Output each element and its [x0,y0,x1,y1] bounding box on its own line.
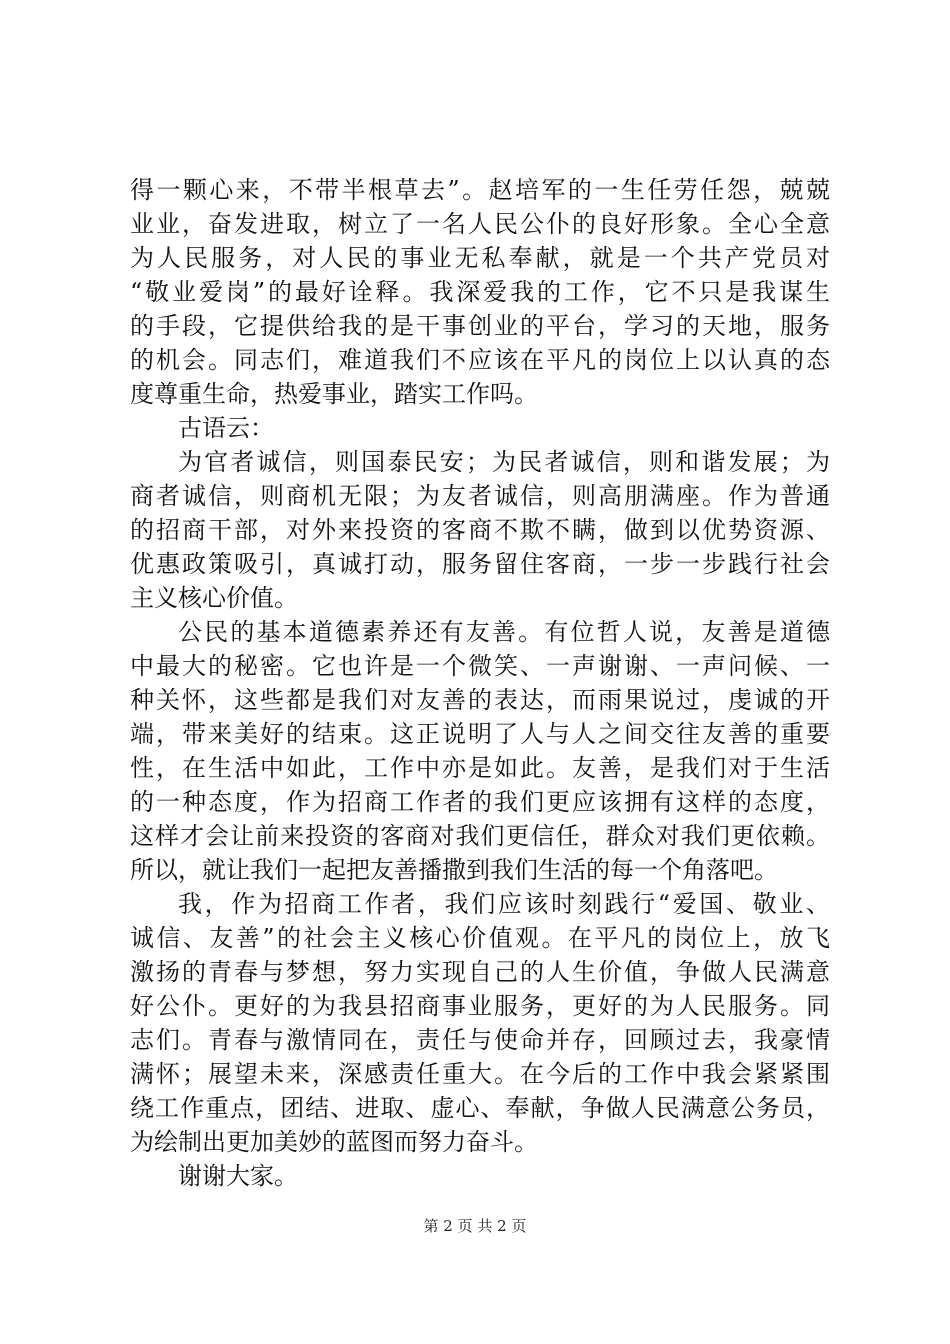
text-line: “敬业爱岗”的最好诠释。我深爱我的工作，它不只是我谋生 [130,278,830,306]
text-line: 商者诚信，则商机无限；为友者诚信，则高朋满座。作为普通 [130,482,830,510]
text-line: 为官者诚信，则国泰民安；为民者诚信，则和谐发展；为 [178,448,830,476]
text-line: 古语云： [178,414,274,442]
text-line: 我，作为招商工作者，我们应该时刻践行“爱国、敬业、 [178,890,830,918]
text-line: 中最大的秘密。它也许是一个微笑、一声谢谢、一声问候、一 [130,652,830,680]
page-footer: 第 2 页 共 2 页 [423,1217,527,1235]
text-line: 绕工作重点，团结、进取、虚心、奉献，争做人民满意公务员， [130,1094,830,1122]
text-line: 业业，奋发进取，树立了一名人民公仆的良好形象。全心全意 [130,210,830,238]
text-line: 志们。青春与激情同在，责任与使命并存，回顾过去，我豪情 [130,1026,830,1054]
text-line: 这样才会让前来投资的客商对我们更信任，群众对我们更依赖。 [130,822,830,850]
text-line: 度尊重生命，热爱事业，踏实工作吗。 [130,380,538,408]
text-line: 的机会。同志们，难道我们不应该在平凡的岗位上以认真的态 [130,346,830,374]
text-line: 满怀；展望未来，深感责任重大。在今后的工作中我会紧紧围 [130,1060,830,1088]
text-line: 为人民服务，对人民的事业无私奉献，就是一个共产党员对 [130,244,830,272]
text-line: 得一颗心来，不带半根草去”。赵培军的一生任劳任怨，兢兢 [130,176,830,204]
text-line: 主义核心价值。 [130,584,298,612]
text-line: 端，带来美好的结束。这正说明了人与人之间交往友善的重要 [130,720,830,748]
text-line: 诚信、友善”的社会主义核心价值观。在平凡的岗位上，放飞 [130,924,830,952]
text-line: 谢谢大家。 [178,1162,298,1190]
text-line: 激扬的青春与梦想，努力实现自己的人生价值，争做人民满意 [130,958,830,986]
text-line: 性，在生活中如此，工作中亦是如此。友善，是我们对于生活 [130,754,830,782]
text-line: 优惠政策吸引，真诚打动，服务留住客商，一步一步践行社会 [130,550,830,578]
text-line: 为绘制出更加美妙的蓝图而努力奋斗。 [130,1128,538,1156]
text-line: 的一种态度，作为招商工作者的我们更应该拥有这样的态度， [130,788,830,816]
text-line: 种关怀，这些都是我们对友善的表达，而雨果说过，虔诚的开 [130,686,830,714]
text-line: 好公仆。更好的为我县招商事业服务，更好的为人民服务。同 [130,992,830,1020]
text-line: 的手段，它提供给我的是干事创业的平台，学习的天地，服务 [130,312,830,340]
document-body [130,173,830,1193]
text-line: 公民的基本道德素养还有友善。有位哲人说，友善是道德 [178,618,830,646]
text-line: 的招商干部，对外来投资的客商不欺不瞒，做到以优势资源、 [130,516,830,544]
text-line: 所以，就让我们一起把友善播撒到我们生活的每一个角落吧。 [130,856,778,884]
